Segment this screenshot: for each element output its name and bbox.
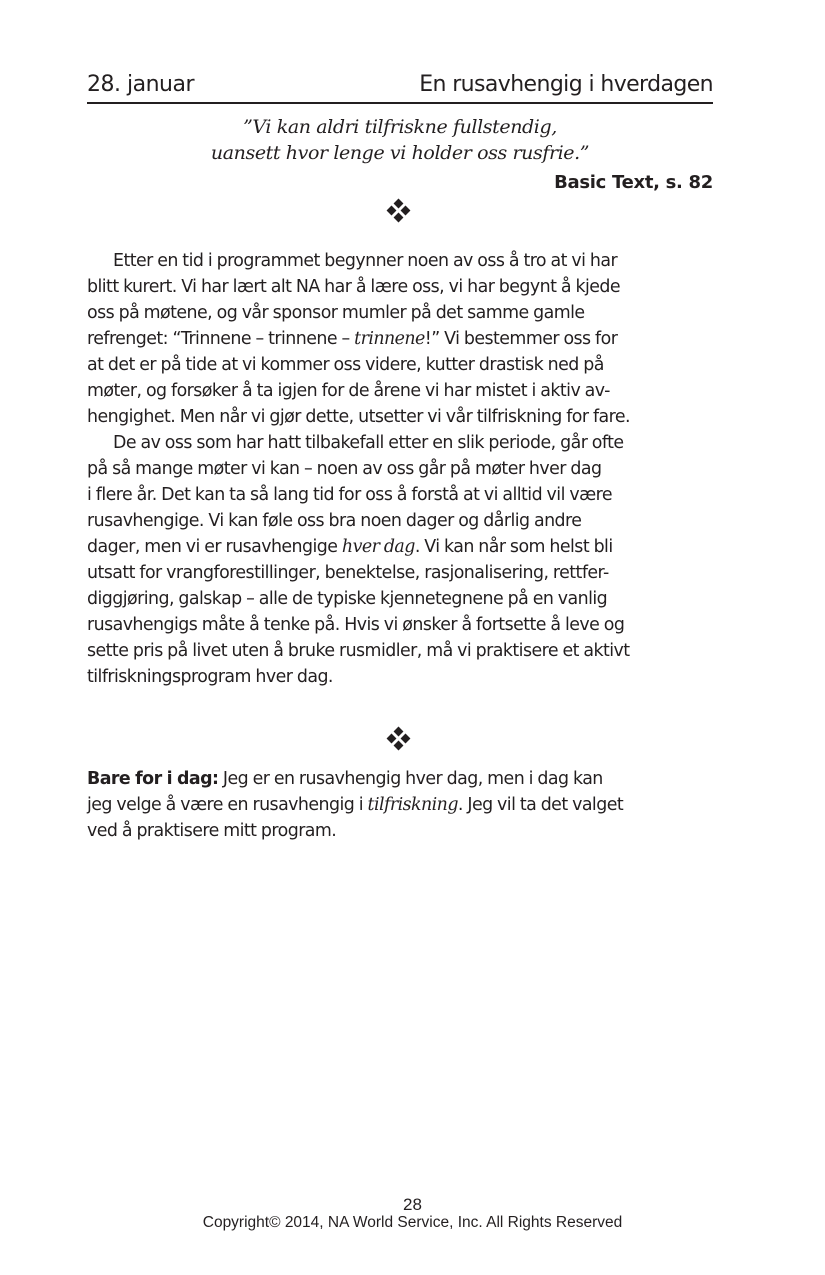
ornament-icon: [387, 728, 411, 752]
page-number: 28: [403, 1195, 422, 1214]
text-line: oss på møtene, og vår sponsor mumler på det samme gamle: [87, 303, 585, 323]
header-title: En rusavhengig i hverdagen: [419, 72, 713, 97]
text-line: . Vi kan når som helst bli: [414, 537, 613, 557]
text-line: refrenget: “Trinnene – trinnene –: [87, 329, 355, 349]
text-line: på så mange møter vi kan – noen av oss går på møter hver dag: [87, 459, 602, 479]
text-line: . Jeg vil ta det valget: [457, 795, 624, 815]
emphasis-text: tilfriskning: [367, 795, 458, 815]
text-line: i flere år. Det kan ta så lang tid for oss å forstå at vi alltid vil være: [87, 485, 612, 505]
text-line: dager, men vi er rusavhengige: [87, 537, 342, 557]
ornament-icon: [387, 200, 411, 224]
epigraph-quote: [87, 114, 713, 166]
text-line: rusavhengigs måte å tenke på. Hvis vi ønsker å fortsette å leve og: [87, 615, 625, 635]
just-for-today: [87, 766, 713, 844]
text-line: utsatt for vrangforestillinger, benektelse, rasjonalisering, rettfer-: [87, 563, 609, 583]
text-line: ved å praktisere mitt program.: [87, 821, 337, 841]
page-header: [87, 70, 713, 104]
text-line: møter, og forsøker å ta igjen for de årene vi har mistet i aktiv av-: [87, 381, 610, 401]
text-line: blitt kurert. Vi har lært alt NA har å lære oss, vi har begynt å kjede: [87, 277, 621, 297]
text-line: De av oss som har hatt tilbakefall etter en slik periode, går ofte: [113, 433, 624, 453]
text-line: at det er på tide at vi kommer oss videre, kutter drastisk ned på: [87, 355, 604, 375]
text-line: hengighet. Men når vi gjør dette, utsetter vi vår tilfriskning for fare.: [87, 407, 630, 427]
text-line: diggjøring, galskap – alle de typiske kjennetegnene på en vanlig: [87, 589, 608, 609]
text-line: jeg velge å være en rusavhengig i: [87, 795, 368, 815]
text-line: sette pris på livet uten å bruke rusmidler, må vi praktisere et aktivt: [87, 641, 630, 661]
text-line: Jeg er en rusavhengig hver dag, men i dag kan: [218, 769, 603, 789]
copyright-notice: Copyright© 2014, NA World Service, Inc. All Rights Reserved: [202, 1214, 623, 1231]
quote-line: uansett hvor lenge vi holder oss rusfrie.”: [210, 142, 590, 164]
just-for-today-label: Bare for i dag:: [87, 769, 219, 789]
text-line: tilfriskningsprogram hver dag.: [87, 667, 333, 687]
text-line: Etter en tid i programmet begynner noen av oss å tro at vi har: [113, 251, 618, 271]
paragraph-1: [87, 248, 713, 430]
emphasis-text: hver dag: [341, 537, 415, 557]
quote-line: ”Vi kan aldri tilfriskne fullstendig,: [243, 116, 557, 138]
emphasis-text: trinnene: [354, 329, 425, 349]
quote-source: Basic Text, s. 82: [554, 172, 713, 193]
text-line: !” Vi bestemmer oss for: [424, 329, 618, 349]
text-line: rusavhengige. Vi kan føle oss bra noen dager og dårlig andre: [87, 511, 582, 531]
paragraph-2: [87, 430, 713, 690]
header-date: 28. januar: [87, 72, 194, 97]
